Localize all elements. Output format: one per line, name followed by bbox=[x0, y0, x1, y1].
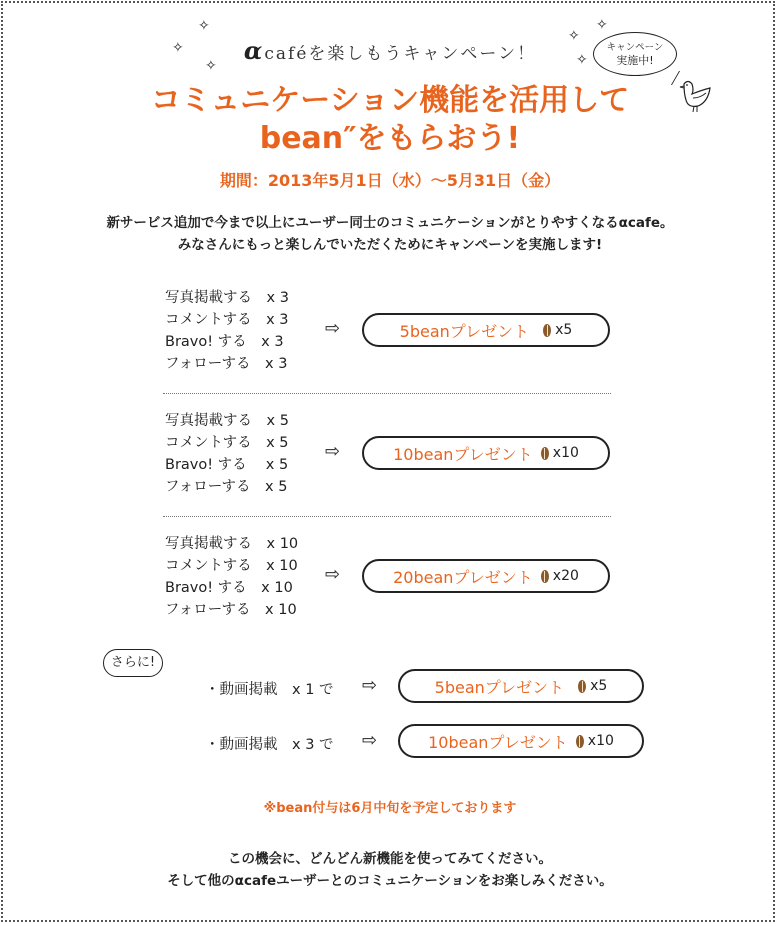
reward-label: 10beanプレゼント bbox=[393, 444, 533, 464]
condition-item: 写真掲載する x 5 bbox=[165, 413, 289, 429]
brand-name: café bbox=[264, 44, 309, 64]
arrow-right-icon: ⇨ bbox=[325, 564, 341, 585]
condition-item: フォローする x 3 bbox=[165, 356, 288, 372]
tier-1-reward-pill bbox=[362, 313, 610, 347]
condition-item: フォローする x 10 bbox=[165, 602, 297, 618]
condition-item: Bravo! する x 5 bbox=[165, 457, 289, 473]
condition-item: 写真掲載する x 3 bbox=[165, 290, 289, 306]
video-reward-pill-1 bbox=[398, 669, 644, 703]
tier-3-reward-pill bbox=[362, 559, 610, 593]
alpha-logo: α bbox=[243, 36, 265, 65]
arrow-right-icon: ⇨ bbox=[325, 318, 341, 339]
coffee-bean-icon bbox=[541, 447, 549, 460]
campaign-tagline: を楽しもうキャンペーン！ bbox=[308, 44, 537, 64]
main-title-line-1: コミュニケーション機能を活用して bbox=[150, 83, 630, 118]
tier-1-conditions bbox=[165, 287, 289, 375]
tier-2-conditions bbox=[165, 410, 289, 498]
bonus-speech-bubble: さらに! bbox=[103, 649, 163, 677]
intro-text bbox=[0, 212, 780, 256]
arrow-right-icon: ⇨ bbox=[362, 730, 378, 751]
condition-item: 写真掲載する x 10 bbox=[165, 536, 299, 552]
sparkle-icon: ✧ bbox=[172, 40, 184, 56]
bean-count: x20 bbox=[552, 568, 579, 584]
arrow-right-icon: ⇨ bbox=[362, 675, 378, 696]
condition-item: コメントする x 5 bbox=[165, 435, 289, 451]
campaign-period: 期間：2013年5月1日（水）～5月31日（金） bbox=[219, 171, 561, 190]
campaign-badge-bubble bbox=[593, 32, 677, 76]
coffee-bean-icon bbox=[578, 680, 586, 693]
closing-message bbox=[0, 848, 780, 892]
condition-item: コメントする x 10 bbox=[165, 558, 298, 574]
condition-item: Bravo! する x 10 bbox=[165, 580, 293, 596]
condition-item: コメントする x 3 bbox=[165, 312, 289, 328]
badge-line-1: キャンペーン bbox=[606, 42, 664, 53]
coffee-bean-icon bbox=[543, 324, 551, 337]
video-reward-pill-2 bbox=[398, 724, 644, 758]
badge-line-2: 実施中! bbox=[616, 54, 654, 67]
sparkle-icon: ✧ bbox=[205, 58, 217, 74]
video-condition-2: ・動画掲載 x 3 で bbox=[205, 737, 334, 753]
bean-count: x10 bbox=[587, 733, 614, 749]
main-title-line-2: bean″をもらおう! bbox=[259, 121, 521, 156]
reward-label: 10beanプレゼント bbox=[428, 732, 568, 752]
sparkle-icon: ✧ bbox=[596, 17, 608, 33]
coffee-bean-icon bbox=[541, 570, 549, 583]
coffee-bean-icon bbox=[576, 735, 584, 748]
intro-line-1: 新サービス追加で今まで以上にユーザー同士のコミュニケーションがとりやすくなるαcafe。 bbox=[106, 215, 674, 231]
bean-grant-note: ※bean付与は6月中旬を予定しております bbox=[263, 801, 517, 816]
reward-label: 5beanプレゼント bbox=[434, 677, 565, 697]
sparkle-icon: ✧ bbox=[576, 52, 588, 68]
arrow-right-icon: ⇨ bbox=[325, 441, 341, 462]
condition-item: フォローする x 5 bbox=[165, 479, 288, 495]
reward-label: 5beanプレゼント bbox=[399, 321, 530, 341]
condition-item: Bravo! する x 3 bbox=[165, 334, 284, 350]
bean-count: x5 bbox=[590, 678, 608, 694]
section-divider bbox=[163, 516, 611, 517]
sparkle-icon: ✧ bbox=[198, 18, 210, 34]
video-condition-1: ・動画掲載 x 1 で bbox=[205, 682, 334, 698]
bean-count: x5 bbox=[555, 322, 573, 338]
closing-line-1: この機会に、どんどん新機能を使ってみてください。 bbox=[228, 851, 552, 867]
bean-count: x10 bbox=[552, 445, 579, 461]
tier-3-conditions bbox=[165, 533, 298, 621]
closing-line-2: そして他のαcafeユーザーとのコミュニケーションをお楽しみください。 bbox=[167, 873, 613, 889]
sparkle-icon: ✧ bbox=[568, 28, 580, 44]
intro-line-2: みなさんにもっと楽しんでいただくためにキャンペーンを実施します! bbox=[177, 237, 603, 253]
section-divider bbox=[163, 393, 611, 394]
tier-2-reward-pill bbox=[362, 436, 610, 470]
reward-label: 20beanプレゼント bbox=[393, 567, 533, 587]
